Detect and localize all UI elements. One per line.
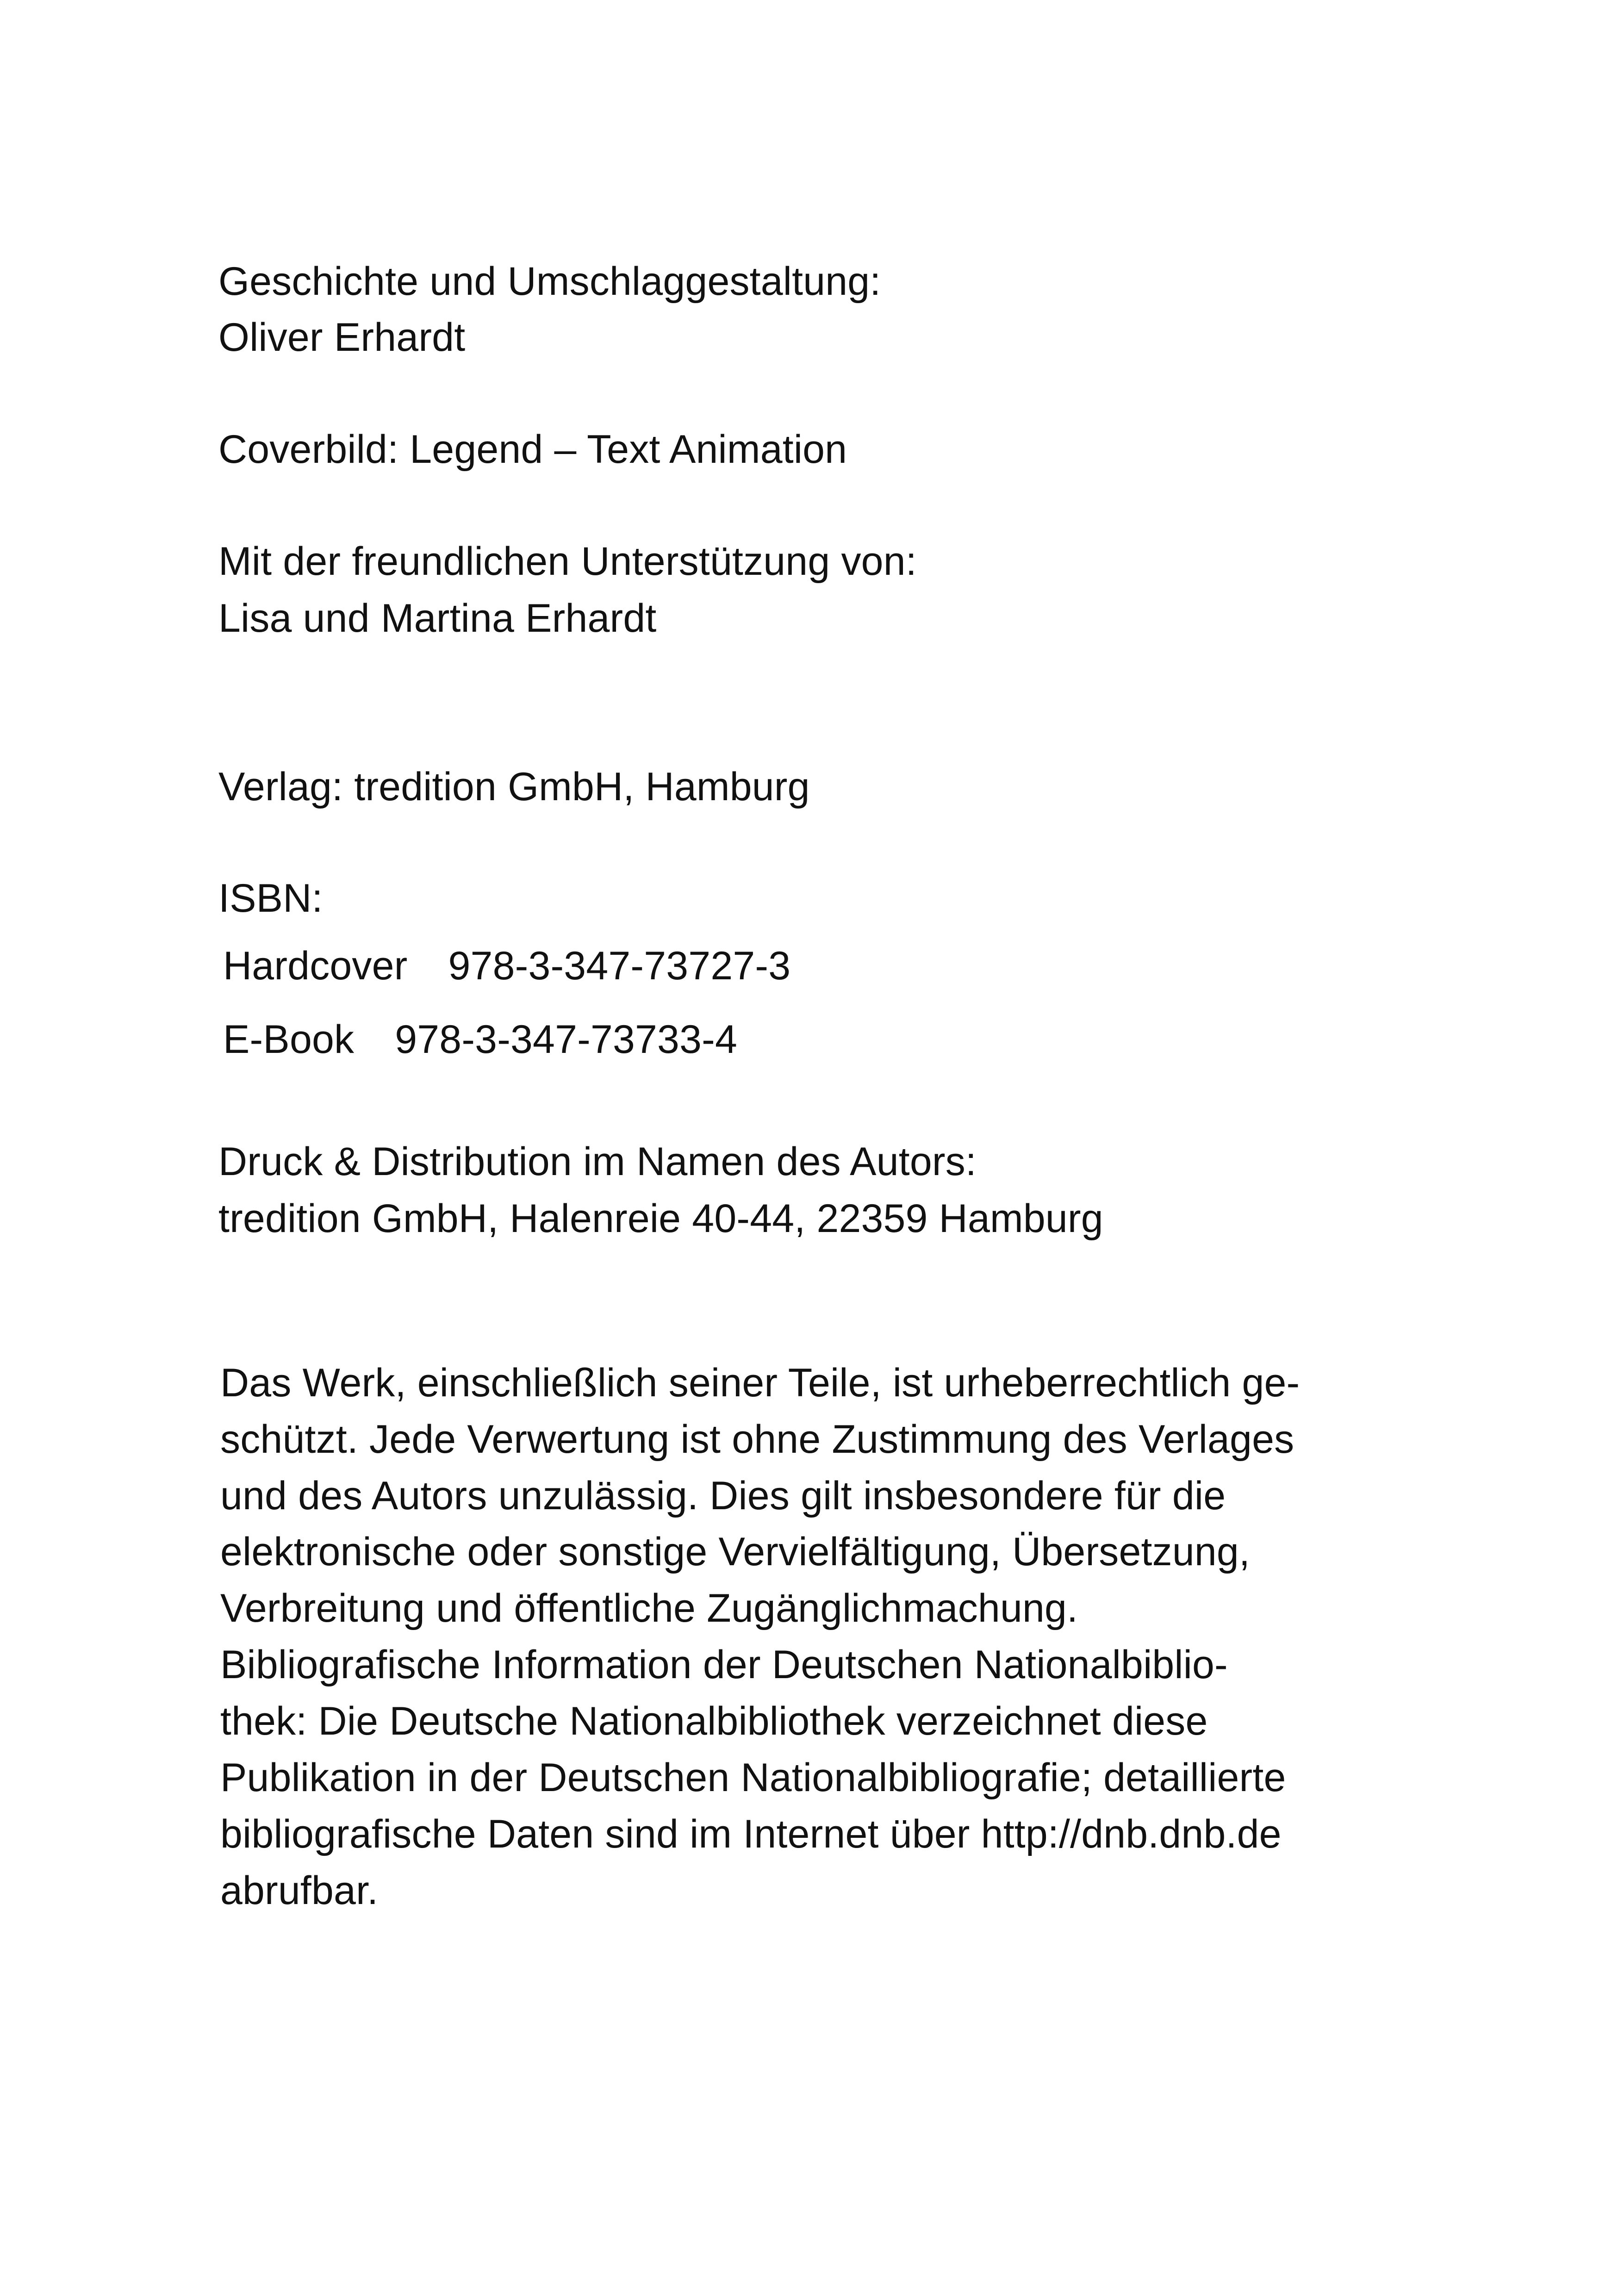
- isbn-number: 978-3-347-73727-3: [448, 944, 791, 988]
- legal-line: bibliografische Daten sind im Internet über http://dnb.dnb.de: [220, 1812, 1282, 1856]
- distribution-address: tredition GmbH, Halenreie 40-44, 22359 Hamburg: [218, 1196, 1103, 1241]
- cover-image-credit: Coverbild: Legend – Text Animation: [218, 427, 847, 472]
- legal-line: schützt. Jede Verwertung ist ohne Zustimmung des Verlages: [220, 1417, 1294, 1462]
- legal-line: abrufbar.: [220, 1868, 379, 1913]
- legal-line: thek: Die Deutsche Nationalbibliothek verzeichnet diese: [220, 1699, 1208, 1743]
- legal-line: elektronische oder sonstige Vervielfältigung, Übersetzung,: [220, 1530, 1251, 1574]
- isbn-format: Hardcover: [223, 944, 408, 988]
- isbn-number: 978-3-347-73733-4: [395, 1017, 737, 1062]
- legal-line: Verbreitung und öffentliche Zugänglichmachung.: [220, 1586, 1078, 1630]
- publisher-line: Verlag: tredition GmbH, Hamburg: [218, 765, 810, 809]
- support-label: Mit der freundlichen Unterstützung von:: [218, 539, 917, 584]
- isbn-ebook-row: [223, 1017, 737, 1062]
- distribution-label: Druck & Distribution im Namen des Autors:: [218, 1139, 977, 1184]
- story-cover-name: Oliver Erhardt: [218, 315, 466, 360]
- legal-line: Publikation in der Deutschen Nationalbibliografie; detaillierte: [220, 1755, 1286, 1800]
- support-names: Lisa und Martina Erhardt: [218, 596, 657, 641]
- isbn-label: ISBN:: [218, 876, 323, 921]
- isbn-format: E-Book: [223, 1017, 355, 1062]
- story-cover-label: Geschichte und Umschlaggestaltung:: [218, 259, 881, 304]
- legal-line: Das Werk, einschließlich seiner Teile, ist urheberrechtlich ge-: [220, 1361, 1300, 1405]
- legal-line: Bibliografische Information der Deutschen Nationalbiblio-: [220, 1643, 1228, 1687]
- legal-line: und des Autors unzulässig. Dies gilt insbesondere für die: [220, 1474, 1226, 1518]
- isbn-hardcover-row: [223, 946, 790, 986]
